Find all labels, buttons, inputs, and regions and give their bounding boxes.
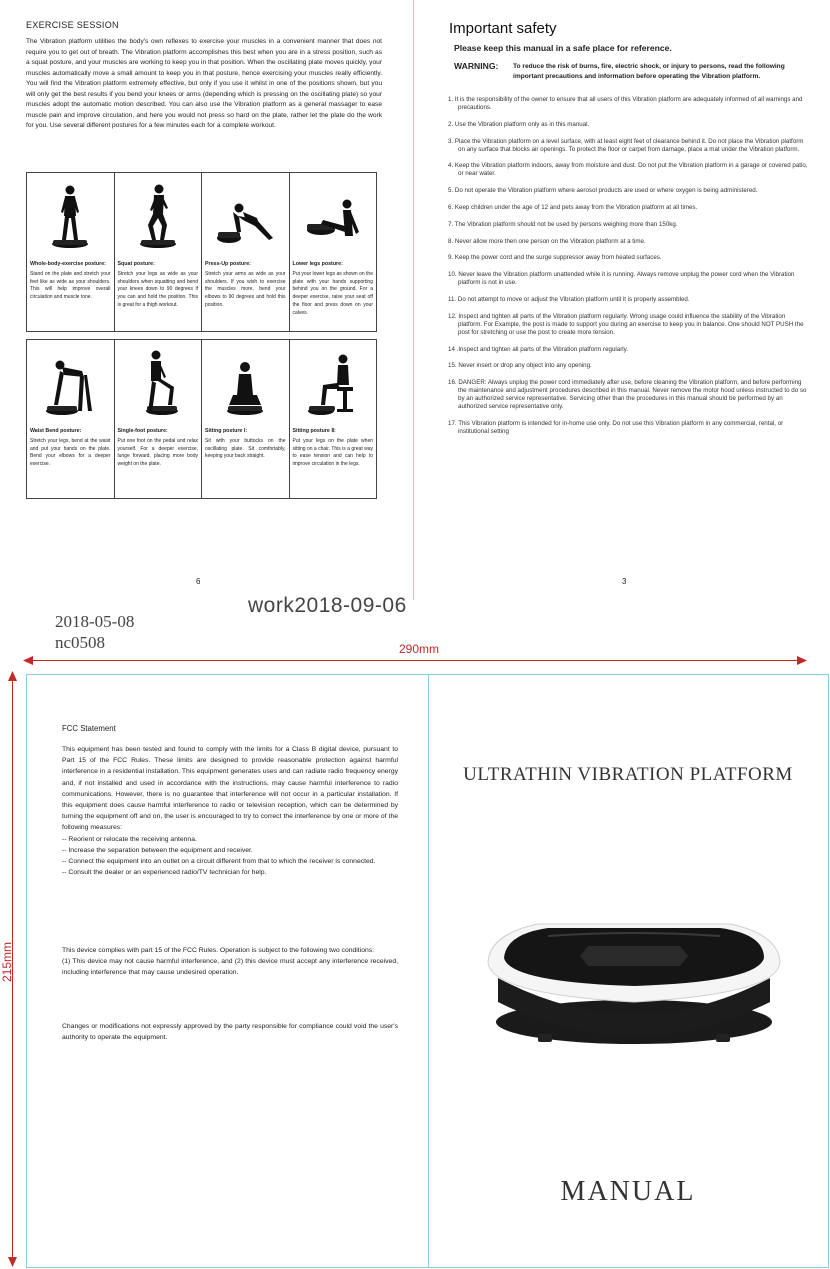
exercise-session-title: EXERCISE SESSION	[26, 20, 119, 30]
arrow-right-icon	[796, 655, 808, 666]
posture-description: Whole-body-exercise posture: Stand on the plate and stretch your feet like as wide as your shoulders. This will help improve overall circulation and muscle tone.	[30, 261, 111, 301]
vibration-platform-product-image	[478, 874, 790, 1054]
page-fold-line	[413, 0, 414, 600]
fcc-heading: FCC Statement	[62, 724, 116, 733]
width-dimension-line	[28, 660, 800, 661]
posture-cell	[290, 340, 378, 499]
arrow-down-icon	[7, 1256, 18, 1268]
page-number-right: 3	[622, 577, 627, 586]
exercise-intro-text: The Vibration platform utilities the body's own reflexes to exercise your muscles in a convenient manner that does not require you to get out of breath. The Vibration platform accomplishes this best when you are in a stress position, such as a squat posture, and your muscles are working to keep you in that position. When the oscillating plate moves quickly, your muscles automatically move a small amount to keep you in that posture, hence exercising your muscles really efficiently. You will find the Vibration platform extremely effective, but only if you use it whilst in one of the positions shown, but you will only get the best results if you bend your knees or arms (depending which is pressing on the oscillating plate) so your muscles adopt the automatic motion described. You can also use the Vibration platform as a general massager to ease muscle pain and improve circulation, and here you would not press so hard on the plate, rather let the plate do the work for you. Use several different postures for a few minutes each for a complete workout.	[26, 38, 382, 129]
posture-cell	[202, 173, 290, 332]
safety-rule: 1. It is the responsibility of the owner to ensure that all users of this Vibration platform are adequately informed of all warnings and precautions.	[448, 96, 803, 111]
posture-description: Sitting posture Ⅱ: Put your legs on the plate when sitting on a chair. This is a great way to ease tension and can help to improve circulation in the legs.	[292, 428, 374, 468]
fcc-measure: -- Connect the equipment into an outlet on a circuit different from that to which the receiver is connected.	[62, 858, 376, 866]
safety-rule: 14 .Inspect and tighten all parts of the Vibration platform regularly.	[448, 345, 628, 353]
fcc-compliance-body	[62, 945, 398, 979]
arrow-up-icon	[7, 670, 18, 682]
revision-date: 2018-05-08	[55, 612, 135, 631]
revision-stamp	[55, 611, 134, 653]
fcc-modification-body	[62, 1021, 398, 1043]
cover-title: ULTRATHIN VIBRATION PLATFORM	[463, 764, 793, 785]
safety-title: Important safety	[449, 20, 557, 37]
fcc-measure: -- Reorient or relocate the receiving antenna.	[62, 835, 197, 843]
posture-cell	[27, 340, 115, 499]
safety-rule: 5. Do not operate the Vibration platform where aerosol products are used or where oxygen is being administered.	[448, 187, 758, 195]
posture-description: Single-foot posture: Put one foot on the pedal and relax yourself. For a deeper exercise, lunge forward, placing more body weight on the plate.	[117, 428, 198, 468]
posture-cell	[27, 173, 115, 332]
warning-label: WARNING:	[454, 61, 499, 71]
sitting-posture-2-illustration	[290, 340, 377, 424]
single-foot-posture-illustration	[115, 340, 202, 424]
posture-description: Waist Bend posture: Stretch your legs, bend at the waist and put your hands on the plate. Bend your elbows for a deeper exercise.	[30, 428, 111, 468]
fcc-statement-body	[62, 744, 398, 878]
work-date-stamp: work2018-09-06	[248, 594, 407, 617]
safety-rule: 6. Keep children under the age of 12 and pets away from the Vibration platform at all times.	[448, 203, 698, 211]
safety-rules-list	[448, 96, 808, 445]
posture-description: Sitting posture Ⅰ: Sit with your buttocks on the oscillating plate. Sit comfortably, keeping your back straight.	[205, 428, 286, 460]
posture-grid-row-1	[26, 172, 377, 332]
posture-cell	[115, 340, 203, 499]
safety-rule: 7. The Vibration platform should not be used by persons weighing more than 150kg.	[448, 220, 678, 228]
warning-text: To reduce the risk of burns, fire, electric shock, or injury to persons, read the following important precautions and information before operating the Vibration platform.	[513, 63, 785, 80]
fcc-paragraph: This equipment has been tested and found to comply with the limits for a Class B digital device, pursuant to Part 15 of the FCC Rules. These limits are designed to provide reasonable protection against harmful interference in a residential installation. This equipment generates uses and can radiate radio frequency energy and, if not installed and used in accordance with the instructions, may cause harmful interference to radio communications. However, there is no guarantee that interference will not occur in a particular installation. If this equipment does cause harmful interference to radio or television reception, which can be determined by turning the equipment off and on, the user is encouraged to try to correct the interference by one or more of the following measures:	[62, 746, 398, 832]
safety-rule: 10. Never leave the Vibration platform unattended while it is running. Always remove unplug the power cord when the Vibration platform is not in use.	[448, 271, 795, 287]
safety-rule: 12. Inspect and tighten all parts of the Vibration platform regularly. Wrong usage could influence the stability of the Vibration platform. For Example, the post is made to support you during an exercise to keep you in balance. One should NOT PUSH the post for stretching or use the post to create more tension.	[448, 312, 804, 336]
safety-rule: 2. Use the Vibration platform only as in this manual.	[448, 120, 590, 128]
squat-posture-illustration	[115, 173, 202, 257]
safety-rule: 16. DANGER: Always unplug the power cord immediately after use, before cleaning the Vibration platform, and before performing the maintenance and adjustment procedures described in this manual. Never remove the motor hood unless instructed to do so by an authorized service representative. Servicing other than the procedures in this manual should be performed by an authorized service representative only.	[448, 379, 807, 411]
safety-rule: 15. Never insert or drop any object into any opening.	[448, 362, 592, 370]
height-dimension-label: 215mm	[0, 941, 15, 983]
safety-rule: 8. Never allow more then one person on the Vibration platform at a time.	[448, 237, 646, 245]
posture-cell	[115, 173, 203, 332]
safety-subtitle: Please keep this manual in a safe place for reference.	[454, 43, 672, 53]
safety-rule: 17. This Vibration platform is intended for in-home use only. Do not use this Vibration platform in any commercial, rental, or institutional setting	[448, 419, 784, 435]
safety-rule: 3. Place the Vibration platform on a level surface, with at least eight feet of clearance behind it. Do not place the Vibration platform on any surface that blocks air openings. To protect the floor or carpet from damage, place a mat under the Vibration platform.	[448, 137, 804, 153]
whole-body-posture-illustration	[27, 173, 114, 257]
fcc-measure: -- Increase the separation between the equipment and receiver.	[62, 846, 253, 854]
revision-code: nc0508	[55, 633, 106, 652]
sitting-posture-1-illustration	[202, 340, 289, 424]
fcc-measure: -- Consult the dealer or an experienced radio/TV technician for help.	[62, 869, 267, 877]
cover-manual-label: MANUAL	[560, 1176, 696, 1207]
width-dimension-label: 290mm	[399, 642, 440, 656]
page-number-left: 6	[196, 577, 201, 586]
posture-grid-row-2	[26, 339, 377, 499]
posture-cell	[290, 173, 378, 332]
press-up-posture-illustration	[202, 173, 289, 257]
lower-legs-posture-illustration	[290, 173, 377, 257]
posture-description: Lower legs posture: Put your lower legs as shown on the plate with your hands supporting behind you on the ground. For a deeper exercise, raise your seat off the floor and press down on your calves.	[292, 261, 373, 316]
safety-rule: 11. Do not attempt to move or adjust the Vibration platform until it is properly assembled.	[448, 295, 690, 303]
waist-bend-posture-illustration	[27, 340, 114, 424]
posture-description: Squat posture: Stretch your legs as wide as your shoulders when squatting and bend your knees down to 90 degrees if you can and hold the position. This is great for a thigh workout.	[117, 261, 198, 308]
fcc-paragraph: Changes or modifications not expressly approved by the party responsible for compliance could void the user's authority to operate the equipment.	[62, 1023, 398, 1042]
posture-cell	[202, 340, 290, 499]
arrow-left-icon	[22, 655, 34, 666]
fcc-paragraph: (1) This device may not cause harmful interference, and (2) this device must accept any interference received, including interference that may cause undesired operation.	[62, 958, 398, 977]
safety-rule: 4. Keep the Vibration platform indoors, away from moisture and dust. Do not put the Vibration platform in a garage or covered patio, or near water.	[448, 162, 808, 178]
posture-description: Press-Up posture: Stretch your arms as wide as your shoulders. If you wish to exercise the muscles more, bend your elbows to 90 degrees and hold this position.	[205, 261, 286, 308]
fcc-paragraph: This device complies with part 15 of the FCC Rules. Operation is subject to the following two conditions:	[62, 947, 375, 954]
safety-rule: 9. Keep the power cord and the surge suppressor away from heated surfaces.	[448, 254, 662, 262]
